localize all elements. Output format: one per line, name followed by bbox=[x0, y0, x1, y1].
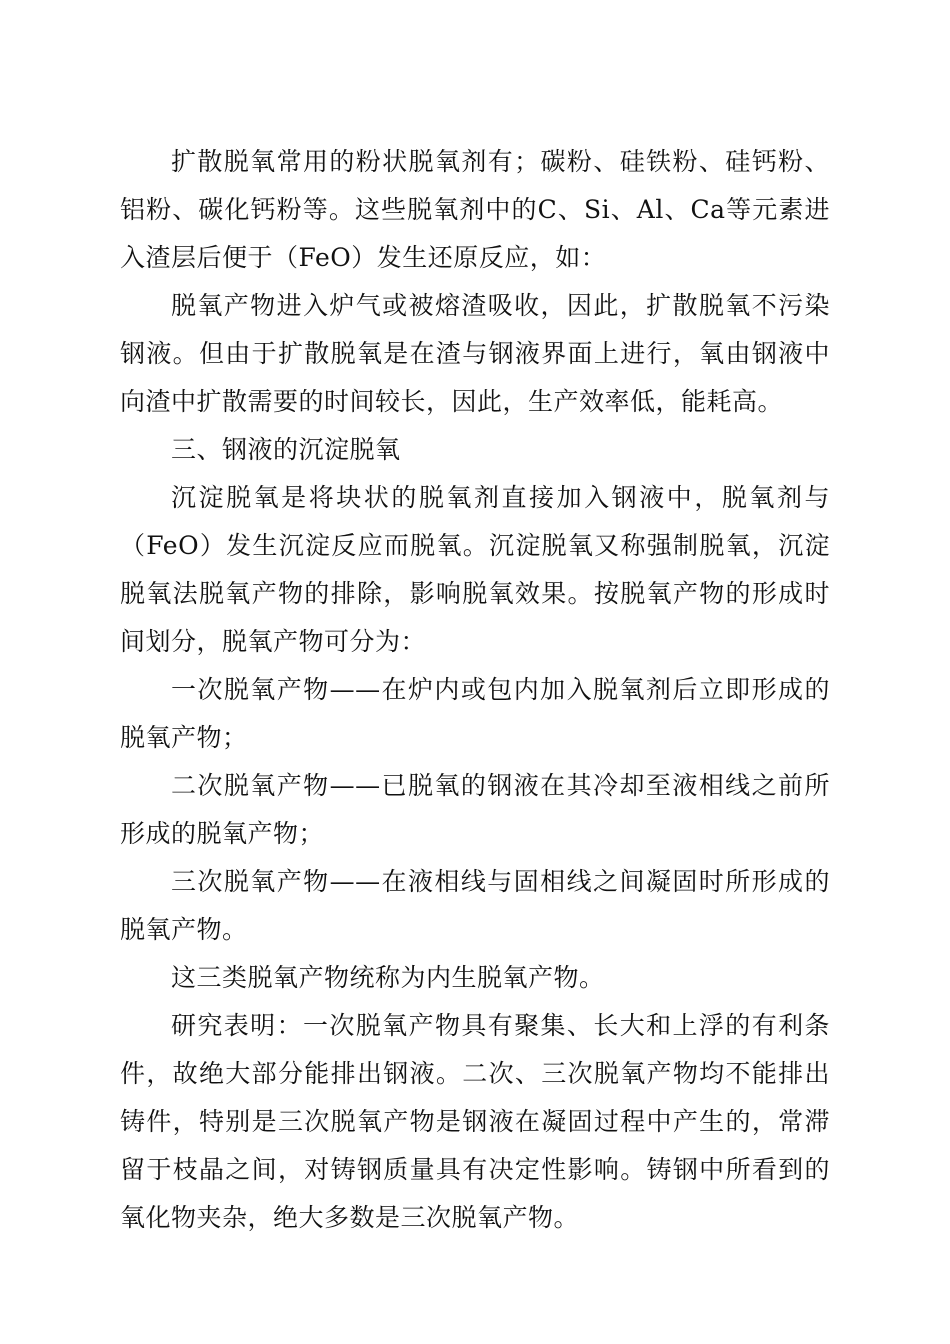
document-page bbox=[120, 138, 830, 1242]
paragraph-research-findings: 研究表明：一次脱氧产物具有聚集、长大和上浮的有利条件，故绝大部分能排出钢液。二次、三次脱氧产物均不能排出铸件，特别是三次脱氧产物是钢液在凝固过程中产生的，常滞留于枝晶之间，对铸钢质量具有决定性影响。铸钢中所看到的氧化物夹杂，绝大多数是三次脱氧产物。 bbox=[120, 1011, 830, 1232]
paragraph-primary-products: 一次脱氧产物——在炉内或包内加入脱氧剂后立即形成的脱氧产物； bbox=[120, 675, 830, 752]
paragraph-diffusion-deoxidizers: 扩散脱氧常用的粉状脱氧剂有；碳粉、硅铁粉、硅钙粉、铝粉、碳化钙粉等。这些脱氧剂中的C、Si、Al、Ca等元素进入渣层后便于（FeO）发生还原反应，如： bbox=[120, 147, 830, 272]
paragraph-precipitation-deoxidation: 沉淀脱氧是将块状的脱氧剂直接加入钢液中，脱氧剂与（FeO）发生沉淀反应而脱氧。沉淀脱氧又称强制脱氧，沉淀脱氧法脱氧产物的排除，影响脱氧效果。按脱氧产物的形成时间划分，脱氧产物可分为： bbox=[120, 483, 830, 656]
section-heading: 三、钢液的沉淀脱氧 bbox=[171, 435, 401, 464]
paragraph-endogenous-products: 这三类脱氧产物统称为内生脱氧产物。 bbox=[171, 963, 605, 992]
paragraph-diffusion-products: 脱氧产物进入炉气或被熔渣吸收，因此，扩散脱氧不污染钢液。但由于扩散脱氧是在渣与钢液界面上进行，氧由钢液中向渣中扩散需要的时间较长，因此，生产效率低，能耗高。 bbox=[120, 291, 830, 416]
paragraph-tertiary-products: 三次脱氧产物——在液相线与固相线之间凝固时所形成的脱氧产物。 bbox=[120, 867, 830, 944]
paragraph-secondary-products: 二次脱氧产物——已脱氧的钢液在其冷却至液相线之前所形成的脱氧产物； bbox=[120, 771, 830, 848]
